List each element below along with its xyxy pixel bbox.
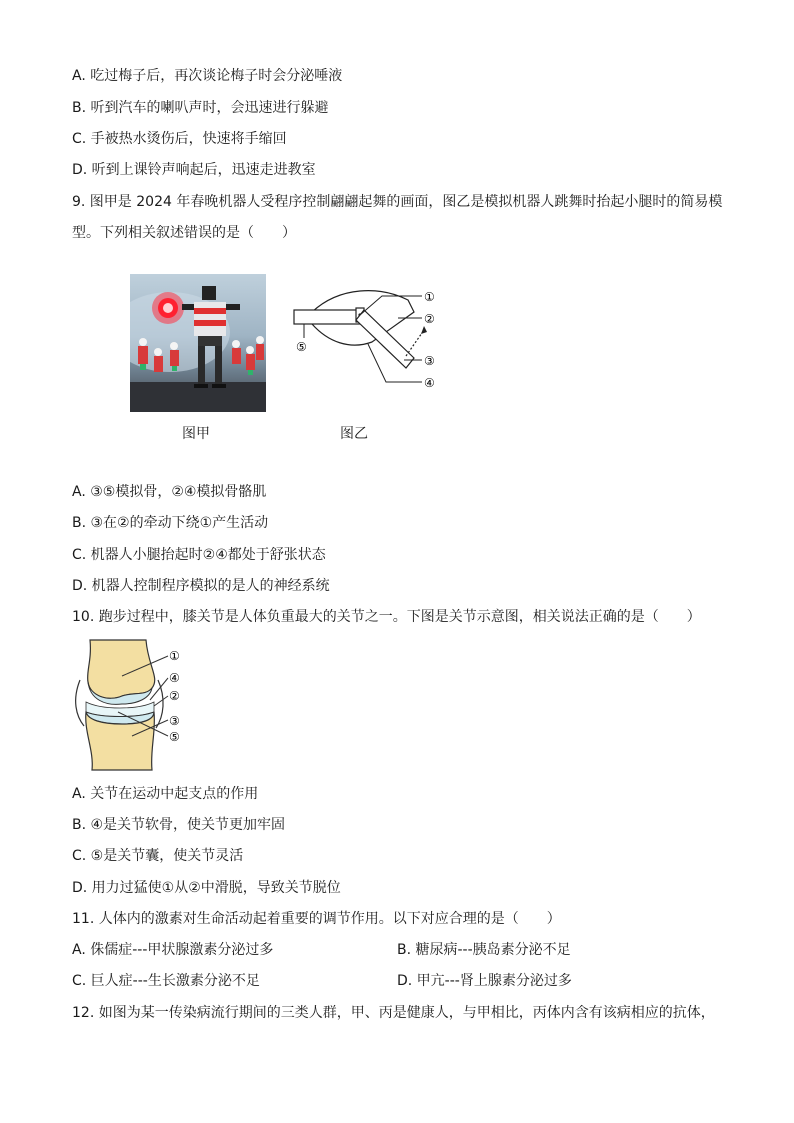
knee-joint-diagram [72, 640, 202, 770]
q9-option-b: B. ③在②的牵动下绕①产生活动 [72, 515, 269, 531]
q10-stem: 10. 跑步过程中，膝关节是人体负重最大的关节之一。下图是关节示意图，相关说法正确的是（ ） [72, 609, 701, 625]
fig-b-label-1: ① [424, 290, 435, 304]
q8-option-a: A. 吃过梅子后，再次谈论梅子时会分泌唾液 [72, 68, 343, 84]
q11-option-c: C. 巨人症---生长激素分泌不足 [72, 973, 260, 989]
fig-b-label-3: ③ [424, 354, 435, 368]
figure-a-caption: 图甲 [182, 426, 210, 442]
q11-option-b: B. 糖尿病---胰岛素分泌不足 [397, 942, 571, 958]
fig-c-label-3: ③ [169, 714, 180, 728]
q8-option-c: C. 手被热水烫伤后，快速将手缩回 [72, 131, 287, 147]
q9-stem-line2: 型。下列相关叙述错误的是（ ） [72, 225, 296, 241]
q9-option-a: A. ③⑤模拟骨，②④模拟骨骼肌 [72, 484, 267, 500]
q10-option-b: B. ④是关节软骨，使关节更加牢固 [72, 817, 286, 833]
fig-c-label-1: ① [169, 649, 180, 663]
q9-stem-line1: 9. 图甲是 2024 年春晚机器人受程序控制翩翩起舞的画面，图乙是模拟机器人跳舞时抬起小腿时的简易模 [72, 194, 723, 210]
q10-option-d: D. 用力过猛使①从②中滑脱，导致关节脱位 [72, 880, 341, 896]
fig-c-label-2: ② [169, 689, 180, 703]
q11-option-a: A. 侏儒症---甲状腺激素分泌过多 [72, 942, 274, 958]
fig-c-label-5: ⑤ [169, 730, 180, 744]
q8-option-d: D. 听到上课铃声响起后，迅速走进教室 [72, 162, 316, 178]
q10-option-a: A. 关节在运动中起支点的作用 [72, 786, 259, 802]
q10-option-c: C. ⑤是关节囊，使关节灵活 [72, 848, 244, 864]
limb-model-diagram [290, 284, 450, 394]
q9-option-d: D. 机器人控制程序模拟的是人的神经系统 [72, 578, 330, 594]
fig-b-label-2: ② [424, 312, 435, 326]
robot-dance-photo [130, 274, 266, 412]
fig-b-label-4: ④ [424, 376, 435, 390]
q12-stem: 12. 如图为某一传染病流行期间的三类人群，甲、丙是健康人，与甲相比，丙体内含有该病相应的抗体， [72, 1005, 715, 1021]
q11-option-d: D. 甲亢---肾上腺素分泌过多 [397, 973, 572, 989]
figure-b-caption: 图乙 [340, 426, 368, 442]
q8-option-b: B. 听到汽车的喇叭声时，会迅速进行躲避 [72, 100, 329, 116]
q11-stem: 11. 人体内的激素对生命活动起着重要的调节作用。以下对应合理的是（ ） [72, 911, 561, 927]
q9-option-c: C. 机器人小腿抬起时②④都处于舒张状态 [72, 547, 326, 563]
fig-c-label-4: ④ [169, 671, 180, 685]
fig-b-label-5: ⑤ [296, 340, 307, 354]
